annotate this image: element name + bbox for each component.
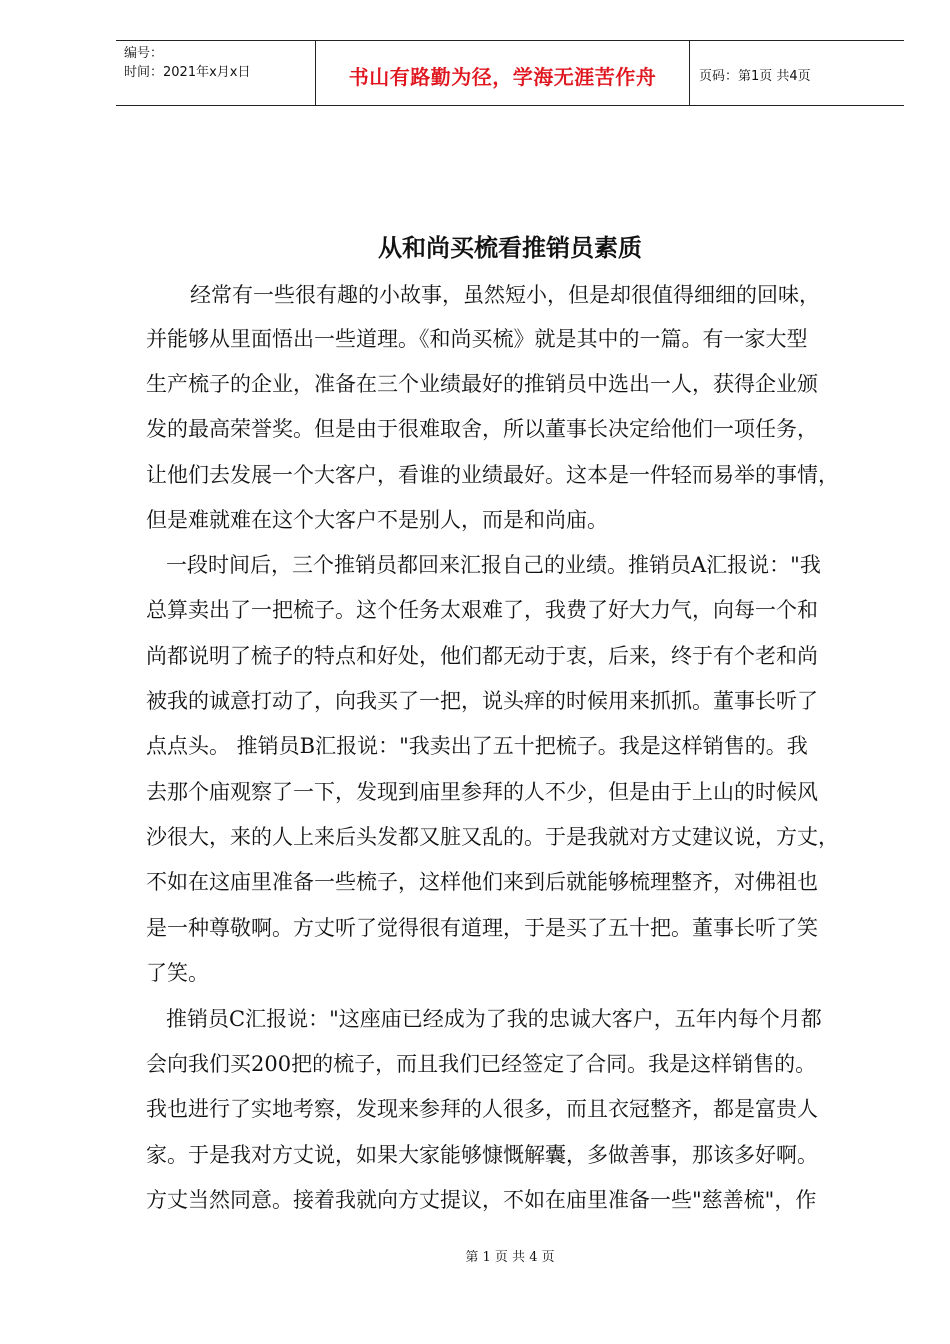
body-line: 让他们去发展一个大客户，看谁的业绩最好。这本是一件轻而易举的事情， xyxy=(146,463,839,487)
header-page-number: 页码：第1页 共4页 xyxy=(699,69,811,84)
body-line: 发的最高荣誉奖。但是由于很难取舍，所以董事长决定给他们一项任务， xyxy=(146,417,818,441)
body-line: 总算卖出了一把梳子。这个任务太艰难了，我费了好大力气，向每一个和 xyxy=(146,598,818,622)
header-meta xyxy=(124,44,250,82)
body-line: 我也进行了实地考察，发现来参拜的人很多，而且衣冠整齐，都是富贵人 xyxy=(146,1097,818,1121)
body-line: 方丈当然同意。接着我就向方丈提议，不如在庙里准备一些"慈善梳"，作 xyxy=(146,1188,817,1212)
body-line: 不如在这庙里准备一些梳子，这样他们来到后就能够梳理整齐，对佛祖也 xyxy=(146,870,818,894)
time-label: 时间：2021年x月x日 xyxy=(124,65,251,80)
page-header xyxy=(116,40,904,106)
body-line: 去那个庙观察了一下，发现到庙里参拜的人不少，但是由于上山的时候风 xyxy=(146,780,818,804)
body-line: 但是难就难在这个大客户不是别人，而是和尚庙。 xyxy=(146,508,608,532)
body-line: 被我的诚意打动了，向我买了一把，说头痒的时候用来抓抓。董事长听了 xyxy=(146,689,818,713)
body-line: 点点头。 推销员B汇报说："我卖出了五十把梳子。我是这样销售的。我 xyxy=(146,734,808,758)
body-line: 会向我们买200把的梳子，而且我们已经签定了合同。我是这样销售的。 xyxy=(146,1052,817,1076)
body-line: 是一种尊敬啊。方丈听了觉得很有道理，于是买了五十把。董事长听了笑 xyxy=(146,916,818,940)
body-line: 一段时间后，三个推销员都回来汇报自己的业绩。推销员A汇报说："我 xyxy=(166,553,821,577)
body-line: 沙很大，来的人上来后头发都又脏又乱的。于是我就对方丈建议说，方丈， xyxy=(146,825,839,849)
number-label: 编号： xyxy=(124,46,164,61)
header-divider xyxy=(689,41,690,105)
page-footer: 第 1 页 共 4 页 xyxy=(465,1250,555,1265)
body-line: 尚都说明了梳子的特点和好处，他们都无动于衷，后来，终于有个老和尚 xyxy=(146,644,818,668)
body-line: 家。于是我对方丈说，如果大家能够慷慨解囊，多做善事，那该多好啊。 xyxy=(146,1143,818,1167)
body-line: 生产梳子的企业，准备在三个业绩最好的推销员中选出一人，获得企业颁 xyxy=(146,372,818,396)
document-title: 从和尚买梳看推销员素质 xyxy=(378,233,642,262)
body-line: 并能够从里面悟出一些道理。《和尚买梳》就是其中的一篇。有一家大型 xyxy=(146,327,808,351)
header-motto: 书山有路勤为径，学海无涯苦作舟 xyxy=(348,65,657,89)
body-line: 推销员C汇报说："这座庙已经成为了我的忠诚大客户，五年内每个月都 xyxy=(166,1007,822,1031)
body-line: 了笑。 xyxy=(146,961,209,985)
body-line: 经常有一些很有趣的小故事，虽然短小，但是却很值得细细的回味， xyxy=(190,283,820,307)
